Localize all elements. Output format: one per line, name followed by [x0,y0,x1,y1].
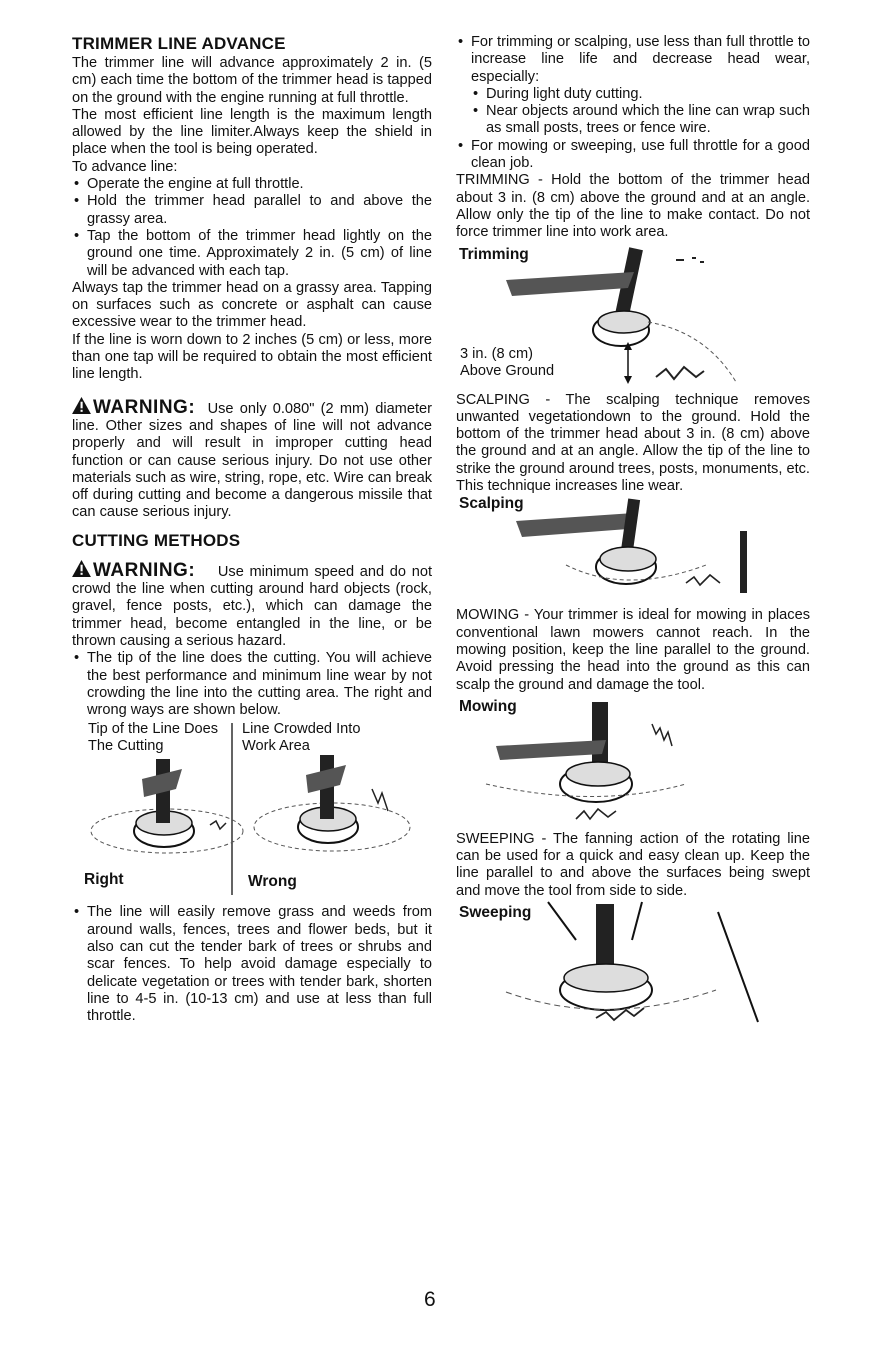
trimming-caption-above-ground: Above Ground [460,362,555,379]
figure-label-scalping: Scalping [459,495,524,513]
right-wrong-figure [72,719,432,904]
scalping-illustration [456,495,810,607]
list-item: • Hold the trimmer head parallel to and above the grassy area. [72,193,432,228]
warning-triangle-icon [72,397,91,414]
paragraph-sweeping: SWEEPING - The fanning action of the rotating line can be used for a quick and easy clean up. Keep the line parallel to and above the surfaces being swept and move the tool from side to side. [456,830,810,899]
trimming-caption-distance: 3 in. (8 cm) [460,345,533,362]
warning-block [72,560,432,650]
warning-text: Use only 0.080" (2 mm) diameter line. Other sizes and shapes of line will not advance properly and will result in improper cutting head function or can cause serious injury. Do not use other materials such as wire, string, rope, etc. Wire can break off during cutting and become a dangerous missile that can cause serious injury. [72,400,432,521]
paragraph: Always tap the trimmer head on a grassy area. Tapping on surfaces such as concrete or asphalt can cause excessive wear to the trimmer head. [72,279,432,331]
list-item: • During light duty cutting. [471,86,810,103]
list-item: • The line will easily remove grass and weeds from around walls, fences, trees and flower beds, but it also can cut the tender bark of trees or shrubs and scar fences. To help avoid damage especially to delicate vegetation or trees with tender bark, shorten line to 4-5 in. (10-13 cm) and use at less than full throttle. [72,904,432,1025]
warning-block [72,397,432,522]
right-column [456,34,810,1030]
figure-label-mowing: Mowing [459,697,517,715]
paragraph: To advance line: [72,158,178,175]
paragraph: The most efficient line length is the maximum length allowed by the line limiter.Always keep the shield in place when the tool is being operated. [72,106,432,158]
list-item: • For mowing or sweeping, use full throttle for a good clean job. [456,138,810,173]
list-item: • The tip of the line does the cutting. You will achieve the best performance and minimum line wear by not crowding the line into the cutting area. The right and wrong ways are shown below. [72,650,432,719]
figure-caption-right: Tip of the Line Does The Cutting [88,721,219,755]
figure-label-right: Right [84,871,124,889]
figure-label-sweeping: Sweeping [459,904,532,922]
figure-label-trimming: Trimming [459,245,529,263]
mowing-figure [456,694,810,831]
scalping-figure [456,495,810,607]
list-item: • Near objects around which the line can wrap such as small posts, trees or fence wire. [471,103,810,138]
list-item: • For trimming or scalping, use less than full throttle to increase line life and decrease head wear, especially: [456,34,810,86]
paragraph-trimming: TRIMMING - Hold the bottom of the trimmer head about 3 in. (8 cm) above the ground and at an angle. Allow only the tip of the line to make contact. Do not force trimmer line into work area. [456,172,810,241]
warning-triangle-icon [72,560,91,577]
section-heading-cutting-methods: CUTTING METHODS [72,530,241,550]
warning-label: WARNING: [93,396,196,418]
list-item: • Tap the bottom of the trimmer head lightly on the ground one time. Approximately 2 in. (5 cm) of line will be advanced with each tap. [72,228,432,280]
figure-label-wrong: Wrong [248,873,297,891]
list-item: • Operate the engine at full throttle. [72,176,432,193]
paragraph: The trimmer line will advance approximately 2 in. (5 cm) each time the bottom of the trimmer head is tapped on the ground with the engine running at full throttle. [72,55,432,106]
page-number: 6 [424,1288,436,1311]
paragraph: If the line is worn down to 2 inches (5 cm) or less, more than one tap will be required to obtain the most efficient line length. [72,331,432,383]
figure-caption-wrong: Line Crowded Into Work Area [242,721,361,755]
left-column [72,34,432,1025]
paragraph-scalping: SCALPING - The scalping technique removes unwanted vegetationdown to the ground. Hold the bottom of the trimmer head about 3 in. (8 cm) above the ground and at an angle. Allow the tip of the line to strike the ground around trees, posts, monuments, etc. This technique increases line wear. [456,391,810,495]
warning-text: Use minimum speed and do not crowd the line when cutting around hard objects (rock, gravel, fence posts, etc.), which can damage the trimmer head, become entangled in the line, or be thrown causing a serious hazard. [72,563,433,649]
paragraph-mowing: MOWING - Your trimmer is ideal for mowing in places conventional lawn mowers cannot reach. In the mowing position, keep the line parallel to the ground. Avoid pressing the head into the ground as this can scalp the ground and damage the tool. [456,607,810,693]
mowing-illustration [456,694,810,831]
sweeping-figure [456,900,810,1030]
warning-label: WARNING: [93,559,196,581]
section-heading-trimmer-line-advance: TRIMMER LINE ADVANCE [72,34,286,53]
sweeping-illustration [456,900,810,1030]
trimming-figure [456,242,810,392]
